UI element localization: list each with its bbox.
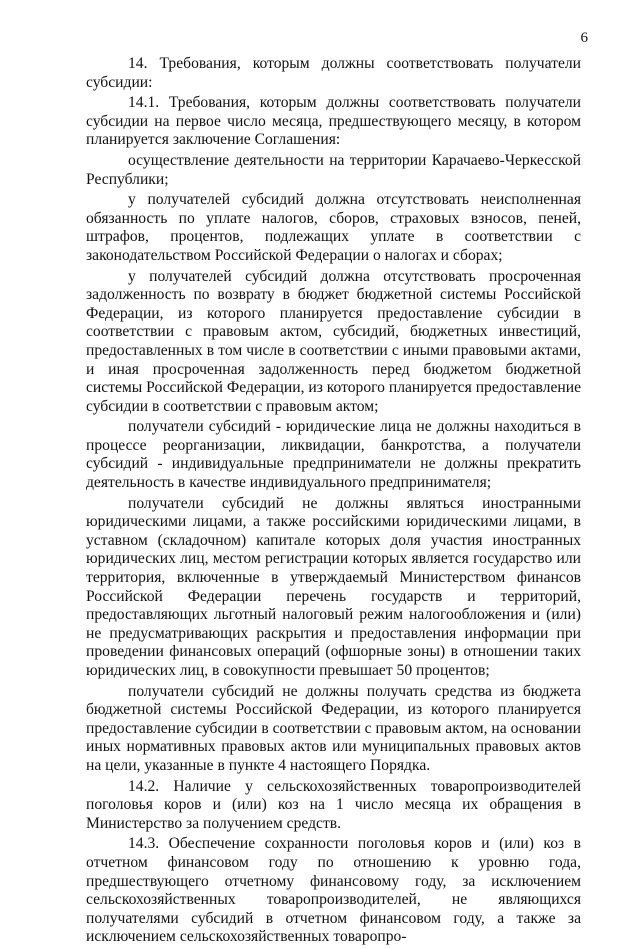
page-number: 6 [580,30,588,46]
paragraph-requirement-taxes: у получателей субсидий должна отсутствовать неисполненная обязанность по уплате налогов, сборов, страховых взносов, пеней, штрафов, процентов, подлежащих уплате в соответствии с законодательством Российской Федерации о налогах и сборах; [86,191,581,264]
document-body [86,55,581,949]
paragraph-section-14-1: 14.1. Требования, которым должны соответствовать получатели субсидии на первое число месяца, предшествующего месяцу, в котором планируется заключение Соглашения: [86,94,581,149]
paragraph-section-14-2: 14.2. Наличие у сельскохозяйственных товаропроизводителей поголовья коров и (или) коз на 1 число месяца их обращения в Министерство за получением средств. [86,777,581,832]
paragraph-requirement-reorganization: получатели субсидий - юридические лица не должны находиться в процессе реорганизации, ликвидации, банкротства, а получатели субсидий - индивидуальные предприниматели не должны прекратить деятельность в качестве индивидуального предпринимателя; [86,418,581,492]
paragraph-requirement-foreign-entities: получатели субсидий не должны являться иностранными юридическими лицами, а также российскими юридическими лицами, в уставном (складочном) капитале которых доля участия иностранных юридических лиц, местом регистрации которых является государство или территория, включенные в утверждаемый Министерством финансов Российской Федерации перечень государств и территорий, предоставляющих льготный налоговый режим налогообложения и (или) не предусматривающих раскрытия и предоставления информации при проведении финансовых операций (офшорные зоны) в отношении таких юридических лиц, в совокупности превышает 50 процентов; [86,494,581,679]
paragraph-requirement-territory: осуществление деятельности на территории Карачаево-Черкесской Республики; [86,151,581,188]
paragraph-requirement-overdue-debt: у получателей субсидий должна отсутствовать просроченная задолженность по возврату в бюджет бюджетной системы Российской Федерации, из которого планируется предоставление субсидии в соответствии с правовым актом, субсидий, бюджетных инвестиций, предоставленных в том числе в соответствии с иными правовыми актами, и иная просроченная задолженность перед бюджетом бюджетной системы Российской Федерации, из которого планируется предоставление субсидии в соответствии с правовым актом; [86,267,581,415]
paragraph-section-14-3: 14.3. Обеспечение сохранности поголовья коров и (или) коз в отчетном финансовом году по отношению к уровню года, предшествующего отчетному финансовому году, за исключением сельскохозяйственных товаропроизводителей, не являющихся получателями субсидий в отчетном финансовом году, а также за исключением сельскохозяйственных товаропро- [86,835,581,946]
paragraph-requirement-other-budget-funds: получатели субсидий не должны получать средства из бюджета бюджетной системы Российской Федерации, из которого планируется предоставление субсидии в соответствии с правовым актом, на основании иных нормативных правовых актов или муниципальных правовых актов на цели, указанные в пункте 4 настоящего Порядка. [86,682,581,774]
paragraph-section-14-heading: 14. Требования, которым должны соответствовать получатели субсидии: [86,55,581,91]
